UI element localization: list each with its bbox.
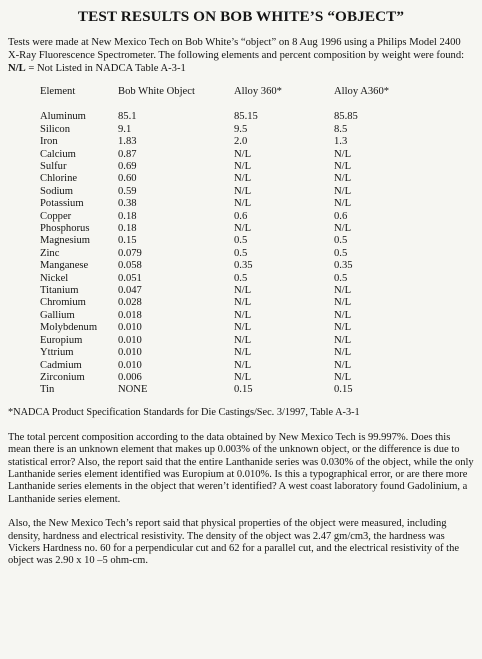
cell-alloy-a360-value: 1.3 (334, 136, 348, 148)
cell-alloy-a360-value: N/L (334, 322, 352, 334)
cell-alloy-a360-value: N/L (334, 185, 352, 197)
table-row (40, 111, 404, 123)
cell-alloy-360-value: N/L (234, 185, 252, 197)
cell-element: Potassium (40, 198, 84, 210)
cell-bob-white-value: 0.047 (118, 285, 142, 297)
cell-alloy-360-value: N/L (234, 309, 252, 321)
cell-element: Aluminum (40, 111, 86, 123)
cell-bob-white-value: 0.018 (118, 309, 142, 321)
cell-bob-white-value: 0.18 (118, 210, 137, 222)
cell-element: Calcium (40, 148, 76, 160)
cell-element: Titanium (40, 285, 79, 297)
cell-alloy-360-value: N/L (234, 173, 252, 185)
table-row (40, 149, 404, 161)
cell-bob-white-value: 0.15 (118, 235, 137, 247)
cell-element: Chromium (40, 297, 86, 309)
cell-alloy-a360-value: N/L (334, 173, 352, 185)
cell-bob-white-value: 0.079 (118, 247, 142, 259)
table-row (40, 273, 404, 285)
cell-alloy-a360-value: 8.5 (334, 123, 348, 135)
cell-alloy-a360-value: N/L (334, 371, 352, 383)
cell-alloy-a360-value: 0.5 (334, 235, 348, 247)
cell-bob-white-value: 85.1 (118, 111, 137, 123)
table-row (40, 372, 404, 384)
cell-bob-white-value: 9.1 (118, 123, 132, 135)
cell-bob-white-value: 0.87 (118, 148, 137, 160)
cell-element: Silicon (40, 123, 71, 135)
cell-element: Manganese (40, 260, 89, 272)
nl-definition: = Not Listed in NADCA Table A-3-1 (28, 63, 186, 74)
cell-element: Gallium (40, 309, 75, 321)
cell-alloy-a360-value: N/L (334, 148, 352, 160)
cell-alloy-a360-value: 85.85 (334, 111, 358, 123)
cell-alloy-360-value: N/L (234, 161, 252, 173)
cell-bob-white-value: 0.69 (118, 161, 137, 173)
page-title: TEST RESULTS ON BOB WHITE’S “OBJECT” (77, 8, 405, 25)
cell-alloy-a360-value: 0.35 (334, 260, 353, 272)
cell-alloy-360-value: N/L (234, 297, 252, 309)
cell-alloy-360-value: N/L (234, 371, 252, 383)
cell-element: Cadmium (40, 359, 82, 371)
cell-alloy-a360-value: N/L (334, 347, 352, 359)
cell-element: Sulfur (40, 161, 67, 173)
cell-element: Zirconium (40, 371, 85, 383)
cell-alloy-360-value: N/L (234, 322, 252, 334)
cell-alloy-a360-value: N/L (334, 334, 352, 346)
cell-alloy-a360-value: 0.15 (334, 384, 353, 396)
cell-element: Yttrium (40, 347, 74, 359)
cell-alloy-360-value: N/L (234, 359, 252, 371)
table-row (40, 198, 404, 210)
cell-alloy-a360-value: 0.5 (334, 272, 348, 284)
table-row (40, 322, 404, 334)
cell-bob-white-value: 0.028 (118, 297, 142, 309)
cell-alloy-a360-value: N/L (334, 161, 352, 173)
cell-alloy-360-value: 0.5 (234, 235, 248, 247)
cell-alloy-360-value: 85.15 (234, 111, 258, 123)
cell-alloy-360-value: N/L (234, 223, 252, 235)
cell-bob-white-value: 0.010 (118, 347, 142, 359)
header-alloy-360: Alloy 360* (234, 85, 282, 97)
cell-alloy-360-value: N/L (234, 285, 252, 297)
table-row (40, 360, 404, 372)
table-row (40, 347, 404, 359)
table-row (40, 235, 404, 247)
cell-alloy-360-value: 0.5 (234, 272, 248, 284)
table-row (40, 223, 404, 235)
table-spacer (40, 99, 404, 111)
nl-abbreviation: N/L (8, 63, 26, 74)
table-row (40, 260, 404, 272)
cell-element: Iron (40, 136, 58, 148)
cell-bob-white-value: 0.010 (118, 359, 142, 371)
table-row (40, 384, 404, 396)
cell-element: Europium (40, 334, 83, 346)
cell-alloy-a360-value: 0.6 (334, 210, 348, 222)
cell-alloy-360-value: 0.15 (234, 384, 253, 396)
header-alloy-a360: Alloy A360* (334, 85, 390, 97)
table-row (40, 136, 404, 148)
cell-alloy-360-value: 9.5 (234, 123, 248, 135)
cell-alloy-360-value: N/L (234, 347, 252, 359)
table-row (40, 173, 404, 185)
cell-alloy-360-value: N/L (234, 148, 252, 160)
table-row (40, 335, 404, 347)
cell-element: Sodium (40, 185, 73, 197)
cell-element: Molybdenum (40, 322, 98, 334)
table-body (40, 111, 404, 396)
header-element: Element (40, 85, 76, 97)
cell-bob-white-value: 0.006 (118, 371, 142, 383)
cell-bob-white-value: 1.83 (118, 136, 137, 148)
results-table (40, 85, 404, 397)
cell-bob-white-value: 0.010 (118, 322, 142, 334)
cell-bob-white-value: 0.60 (118, 173, 137, 185)
cell-element: Tin (40, 384, 55, 396)
cell-bob-white-value: NONE (118, 384, 148, 396)
cell-alloy-360-value: 2.0 (234, 136, 248, 148)
cell-element: Chlorine (40, 173, 78, 185)
cell-element: Zinc (40, 247, 60, 259)
cell-alloy-360-value: 0.5 (234, 247, 248, 259)
cell-alloy-a360-value: N/L (334, 223, 352, 235)
cell-element: Phosphorus (40, 223, 90, 235)
table-row (40, 297, 404, 309)
cell-alloy-a360-value: 0.5 (334, 247, 348, 259)
table-row (40, 285, 404, 297)
cell-alloy-360-value: 0.35 (234, 260, 253, 272)
table-row (40, 124, 404, 136)
cell-bob-white-value: 0.058 (118, 260, 142, 272)
analysis-paragraph-2: Also, the New Mexico Tech’s report said that physical properties of the object were measured, including density, hardness and electrical resistivity. The density of the object was 2.47 gm/cm3, the hardness was Vickers Hardness no. 60 for a perpendicular cut and 62 for a parallel cut, and the electrical resistivity of the object was 2.90 x 10 –5 ohm-cm. (8, 518, 459, 567)
cell-alloy-a360-value: N/L (334, 198, 352, 210)
cell-alloy-360-value: N/L (234, 334, 252, 346)
table-row (40, 310, 404, 322)
cell-alloy-360-value: N/L (234, 198, 252, 210)
cell-alloy-a360-value: N/L (334, 297, 352, 309)
analysis-paragraph-1: The total percent composition according to the data obtained by New Mexico Tech is 99.997%. Does this mean there is an unknown element that makes up 0.003% of the unknown object, or the difference is due to statistical error? Also, the report said that the entire Lanthanide series was 0.030% of the object, while the only Lanthanide series element identified was Europium at 0.010%. Is this a typographical error, or are there more Lanthanide series elements in the object that weren’t identified? A west coast laboratory found Gadolinium, a Lanthanide series element. (8, 431, 474, 505)
cell-element: Copper (40, 210, 72, 222)
cell-element: Magnesium (40, 235, 91, 247)
cell-alloy-a360-value: N/L (334, 359, 352, 371)
cell-bob-white-value: 0.59 (118, 185, 137, 197)
cell-bob-white-value: 0.38 (118, 198, 137, 210)
table-header-row (40, 85, 404, 99)
cell-alloy-360-value: 0.6 (234, 210, 248, 222)
table-row (40, 186, 404, 198)
intro-text: Tests were made at New Mexico Tech on Bob White’s “object” on 8 Aug 1996 using a Philips Model 2400 X-Ray Fluorescence Spectrometer. The following elements and percent composition by weight were found: (8, 37, 465, 61)
header-bob-white-object: Bob White Object (118, 85, 195, 97)
footnote: *NADCA Product Specification Standards for Die Castings/Sec. 3/1997, Table A-3-1 (8, 406, 360, 418)
cell-bob-white-value: 0.051 (118, 272, 142, 284)
table-row (40, 161, 404, 173)
cell-bob-white-value: 0.18 (118, 223, 137, 235)
cell-element: Nickel (40, 272, 69, 284)
cell-alloy-a360-value: N/L (334, 285, 352, 297)
table-row (40, 248, 404, 260)
table-row (40, 211, 404, 223)
cell-alloy-a360-value: N/L (334, 309, 352, 321)
intro-paragraph (8, 36, 474, 75)
cell-bob-white-value: 0.010 (118, 334, 142, 346)
